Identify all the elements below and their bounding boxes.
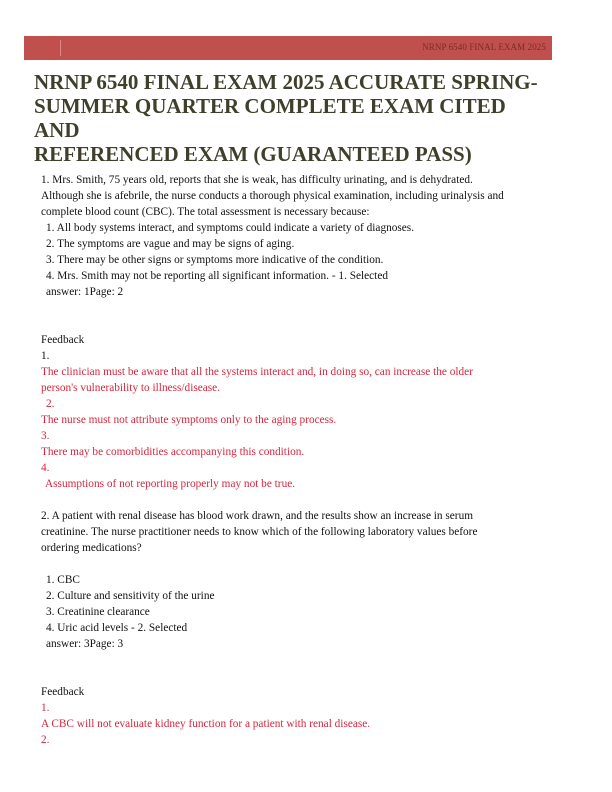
- answer-option: 2. Culture and sensitivity of the urine: [46, 590, 215, 602]
- title-line: SUMMER QUARTER COMPLETE EXAM CITED AND: [34, 94, 506, 142]
- document-body: [41, 172, 561, 748]
- feedback-number: 3.: [41, 430, 50, 442]
- feedback-number: 2.: [46, 398, 55, 410]
- feedback-label: Feedback: [41, 334, 85, 346]
- title-line: REFERENCED EXAM (GUARANTEED PASS): [34, 142, 472, 166]
- question-stem-line: 1. Mrs. Smith, 75 years old, reports that she is weak, has difficulty urinating, and is dehydrated.: [41, 174, 473, 186]
- question-2: [41, 508, 561, 748]
- question-stem-line: 2. A patient with renal disease has blood work drawn, and the results show an increase in serum: [41, 510, 474, 522]
- question-stem-line: complete blood count (CBC). The total assessment is necessary because:: [41, 206, 370, 218]
- title-line: NRNP 6540 FINAL EXAM 2025 ACCURATE SPRING-: [34, 70, 538, 94]
- feedback-text: The clinician must be aware that all the systems interact and, in doing so, can increase the older: [41, 366, 473, 378]
- answer-option: 3. There may be other signs or symptoms more indicative of the condition.: [46, 254, 384, 266]
- document-title: [34, 70, 554, 166]
- feedback-text: A CBC will not evaluate kidney function for a patient with renal disease.: [41, 718, 371, 730]
- answer-option: 4. Uric acid levels - 2. Selected: [46, 622, 188, 634]
- answer-option: 3. Creatinine clearance: [46, 606, 150, 618]
- feedback-text: The nurse must not attribute symptoms only to the aging process.: [41, 414, 337, 426]
- selected-answer-line: answer: 3Page: 3: [46, 638, 124, 650]
- feedback-text: Assumptions of not reporting properly may not be true.: [45, 478, 296, 490]
- question-stem-line: Although she is afebrile, the nurse conducts a thorough physical examination, including urinalysis and: [41, 190, 504, 202]
- feedback-number: 4.: [41, 462, 50, 474]
- running-header-bar: [24, 36, 552, 60]
- question-1: [41, 172, 561, 492]
- question-stem-line: creatinine. The nurse practitioner needs to know which of the following laboratory values before: [41, 526, 478, 538]
- running-header-title: NRNP 6540 FINAL EXAM 2025: [422, 42, 546, 52]
- selected-answer-line: answer: 1Page: 2: [46, 286, 124, 298]
- header-divider: [60, 40, 61, 56]
- feedback-number: 1.: [41, 350, 50, 362]
- feedback-number: 1.: [41, 702, 50, 714]
- answer-option: 2. The symptoms are vague and may be signs of aging.: [46, 238, 295, 250]
- answer-option: 4. Mrs. Smith may not be reporting all significant information. - 1. Selected: [46, 270, 388, 282]
- feedback-number: 2.: [41, 734, 50, 746]
- feedback-text: There may be comorbidities accompanying this condition.: [41, 446, 305, 458]
- feedback-text: person's vulnerability to illness/disease.: [41, 382, 220, 394]
- question-stem-line: ordering medications?: [41, 542, 142, 554]
- feedback-label: Feedback: [41, 686, 85, 698]
- answer-option: 1. All body systems interact, and symptoms could indicate a variety of diagnoses.: [46, 222, 415, 234]
- answer-option: 1. CBC: [46, 574, 80, 586]
